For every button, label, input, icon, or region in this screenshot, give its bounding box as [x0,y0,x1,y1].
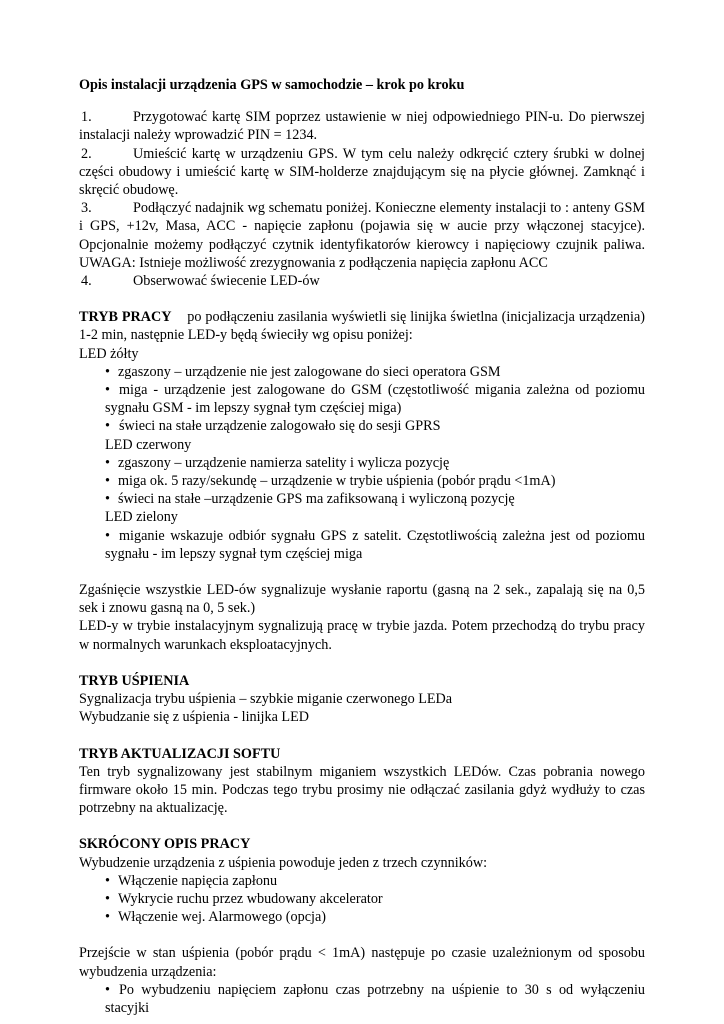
bullet-icon: • [105,454,110,471]
bullet-icon: • [105,418,110,435]
bullet-icon: • [105,363,110,380]
work-mode-intro-text: po podłączeniu zasilania wyświetli się linijka świetlna (inicjalizacja urządzenia) 1-2 min, następnie LED-y będą świeciły wg opisu poniżej: [79,309,645,344]
list-item: • zgaszony – urządzenie namierza satelity i wylicza pozycję [105,454,450,471]
step-number: 4. [81,273,92,290]
bullet-icon: • [105,872,110,889]
list-item: • zgaszony – urządzenie nie jest zalogowane do sieci operatora GSM [105,363,501,380]
work-mode-heading: TRYB PRACY [79,309,172,326]
step-4 [79,272,645,290]
list-item: • Włączenie wej. Alarmowego (opcja) [105,909,326,926]
list-item: • Włączenie napięcia zapłonu [105,872,278,889]
bullet-icon: • [105,491,110,508]
install-mode-paragraph: LED-y w trybie instalacyjnym sygnalizują pracę w trybie jazda. Potem przechodzą do trybu pracy w normalnych warunkach eksploatacyjnych. [79,618,645,653]
bullet-icon: • [105,527,110,544]
bullet-icon: • [105,473,110,490]
update-mode-paragraph: Ten tryb sygnalizowany jest stabilnym miganiem wszystkich LEDów. Czas pobrania nowego firmware około 15 min. Podczas tego trybu prosimy nie odłączać zasilania gdyż wydłuży to czas potrzebny na aktualizację. [79,763,645,817]
sleep-mode-line: Wybudzanie się z uśpienia - linijka LED [79,709,310,726]
sleep-mode-heading: TRYB UŚPIENIA [79,672,190,689]
list-item: • świeci na stałe –urządzenie GPS ma zafiksowaną i wyliczoną pozycję [105,491,515,508]
step-1 [79,108,645,144]
bullet-icon: • [105,890,110,907]
report-paragraph: Zgaśnięcie wszystkie LED-ów sygnalizuje wysłanie raportu (gasną na 2 sek., zapalają się na 0,5 sek i znowu gasną na 0, 5 sek.) [79,582,645,617]
step-number: 1. [81,109,92,126]
step-text: Umieścić kartę w urządzeniu GPS. W tym celu należy odkręcić cztery śrubki w dolnej części obudowy i umieścić kartę w SIM-holderze znajdującym się na płycie głównej. Zamknąć i skręcić obudowę. [79,145,645,199]
step-3 [79,199,645,272]
list-item: • miga - urządzenie jest zalogowane do GSM (częstotliwość migania zależna od poziomu sygnału GSM - im lepszy sygnał tym częściej miga) [105,382,645,417]
step-number: 2. [81,145,92,162]
work-mode-intro [79,308,645,344]
update-mode-heading: TRYB AKTUALIZACJI SOFTU [79,745,281,762]
step-2 [79,145,645,200]
step-text: Obserwować świecenie LED-ów [133,273,320,290]
step-text: Podłączyć nadajnik wg schematu poniżej. Konieczne elementy instalacji to : anteny GSM i GPS, +12v, Masa, ACC - napięcie zapłonu (pojawia się w aucie przy włączonej stacyjce). Opcjonalnie możemy podłączyć czytnik identyfikatorów kierowcy i napięciowy czujnik paliwa. UWAGA: Istnieje możliwość zrezygnowania z podłączenia napięcia zapłonu ACC [79,200,645,271]
sleep-transition-paragraph: Przejście w stan uśpienia (pobór prądu < 1mA) następuje po czasie uzależnionym od sposobu wybudzenia urządzenia: [79,945,645,980]
step-text: Przygotować kartę SIM poprzez ustawienie w niej odpowiedniego PIN-u. Do pierwszej instalacji należy wprowadzić PIN = 1234. [79,109,645,144]
sleep-mode-line: Sygnalizacja trybu uśpienia – szybkie miganie czerwonego LEDa [79,691,453,708]
led-red-label: LED czerwony [105,436,192,453]
bullet-icon: • [105,382,110,399]
bullet-icon: • [105,909,110,926]
short-desc-heading: SKRÓCONY OPIS PRACY [79,836,251,853]
list-item: • Wykrycie ruchu przez wbudowany akcelerator [105,890,383,907]
bullet-icon: • [105,981,110,998]
led-yellow-label: LED żółty [79,345,139,362]
document-page [79,76,645,1017]
led-green-label: LED zielony [105,509,178,526]
short-desc-intro: Wybudzenie urządzenia z uśpienia powoduje jeden z trzech czynników: [79,854,488,871]
step-number: 3. [81,200,92,217]
list-item: • Po wybudzeniu napięciem zapłonu czas potrzebny na uśpienie to 30 s od wyłączeniu stacyjki [105,981,645,1016]
list-item: • miganie wskazuje odbiór sygnału GPS z satelit. Częstotliwością zależna jest od poziomu sygnału - im lepszy sygnał tym częściej miga [105,527,645,562]
document-title: Opis instalacji urządzenia GPS w samochodzie – krok po kroku [79,77,465,93]
list-item: • miga ok. 5 razy/sekundę – urządzenie w trybie uśpienia (pobór prądu <1mA) [105,473,556,490]
list-item: • świeci na stałe urządzenie zalogowało się do sesji GPRS [105,418,441,435]
